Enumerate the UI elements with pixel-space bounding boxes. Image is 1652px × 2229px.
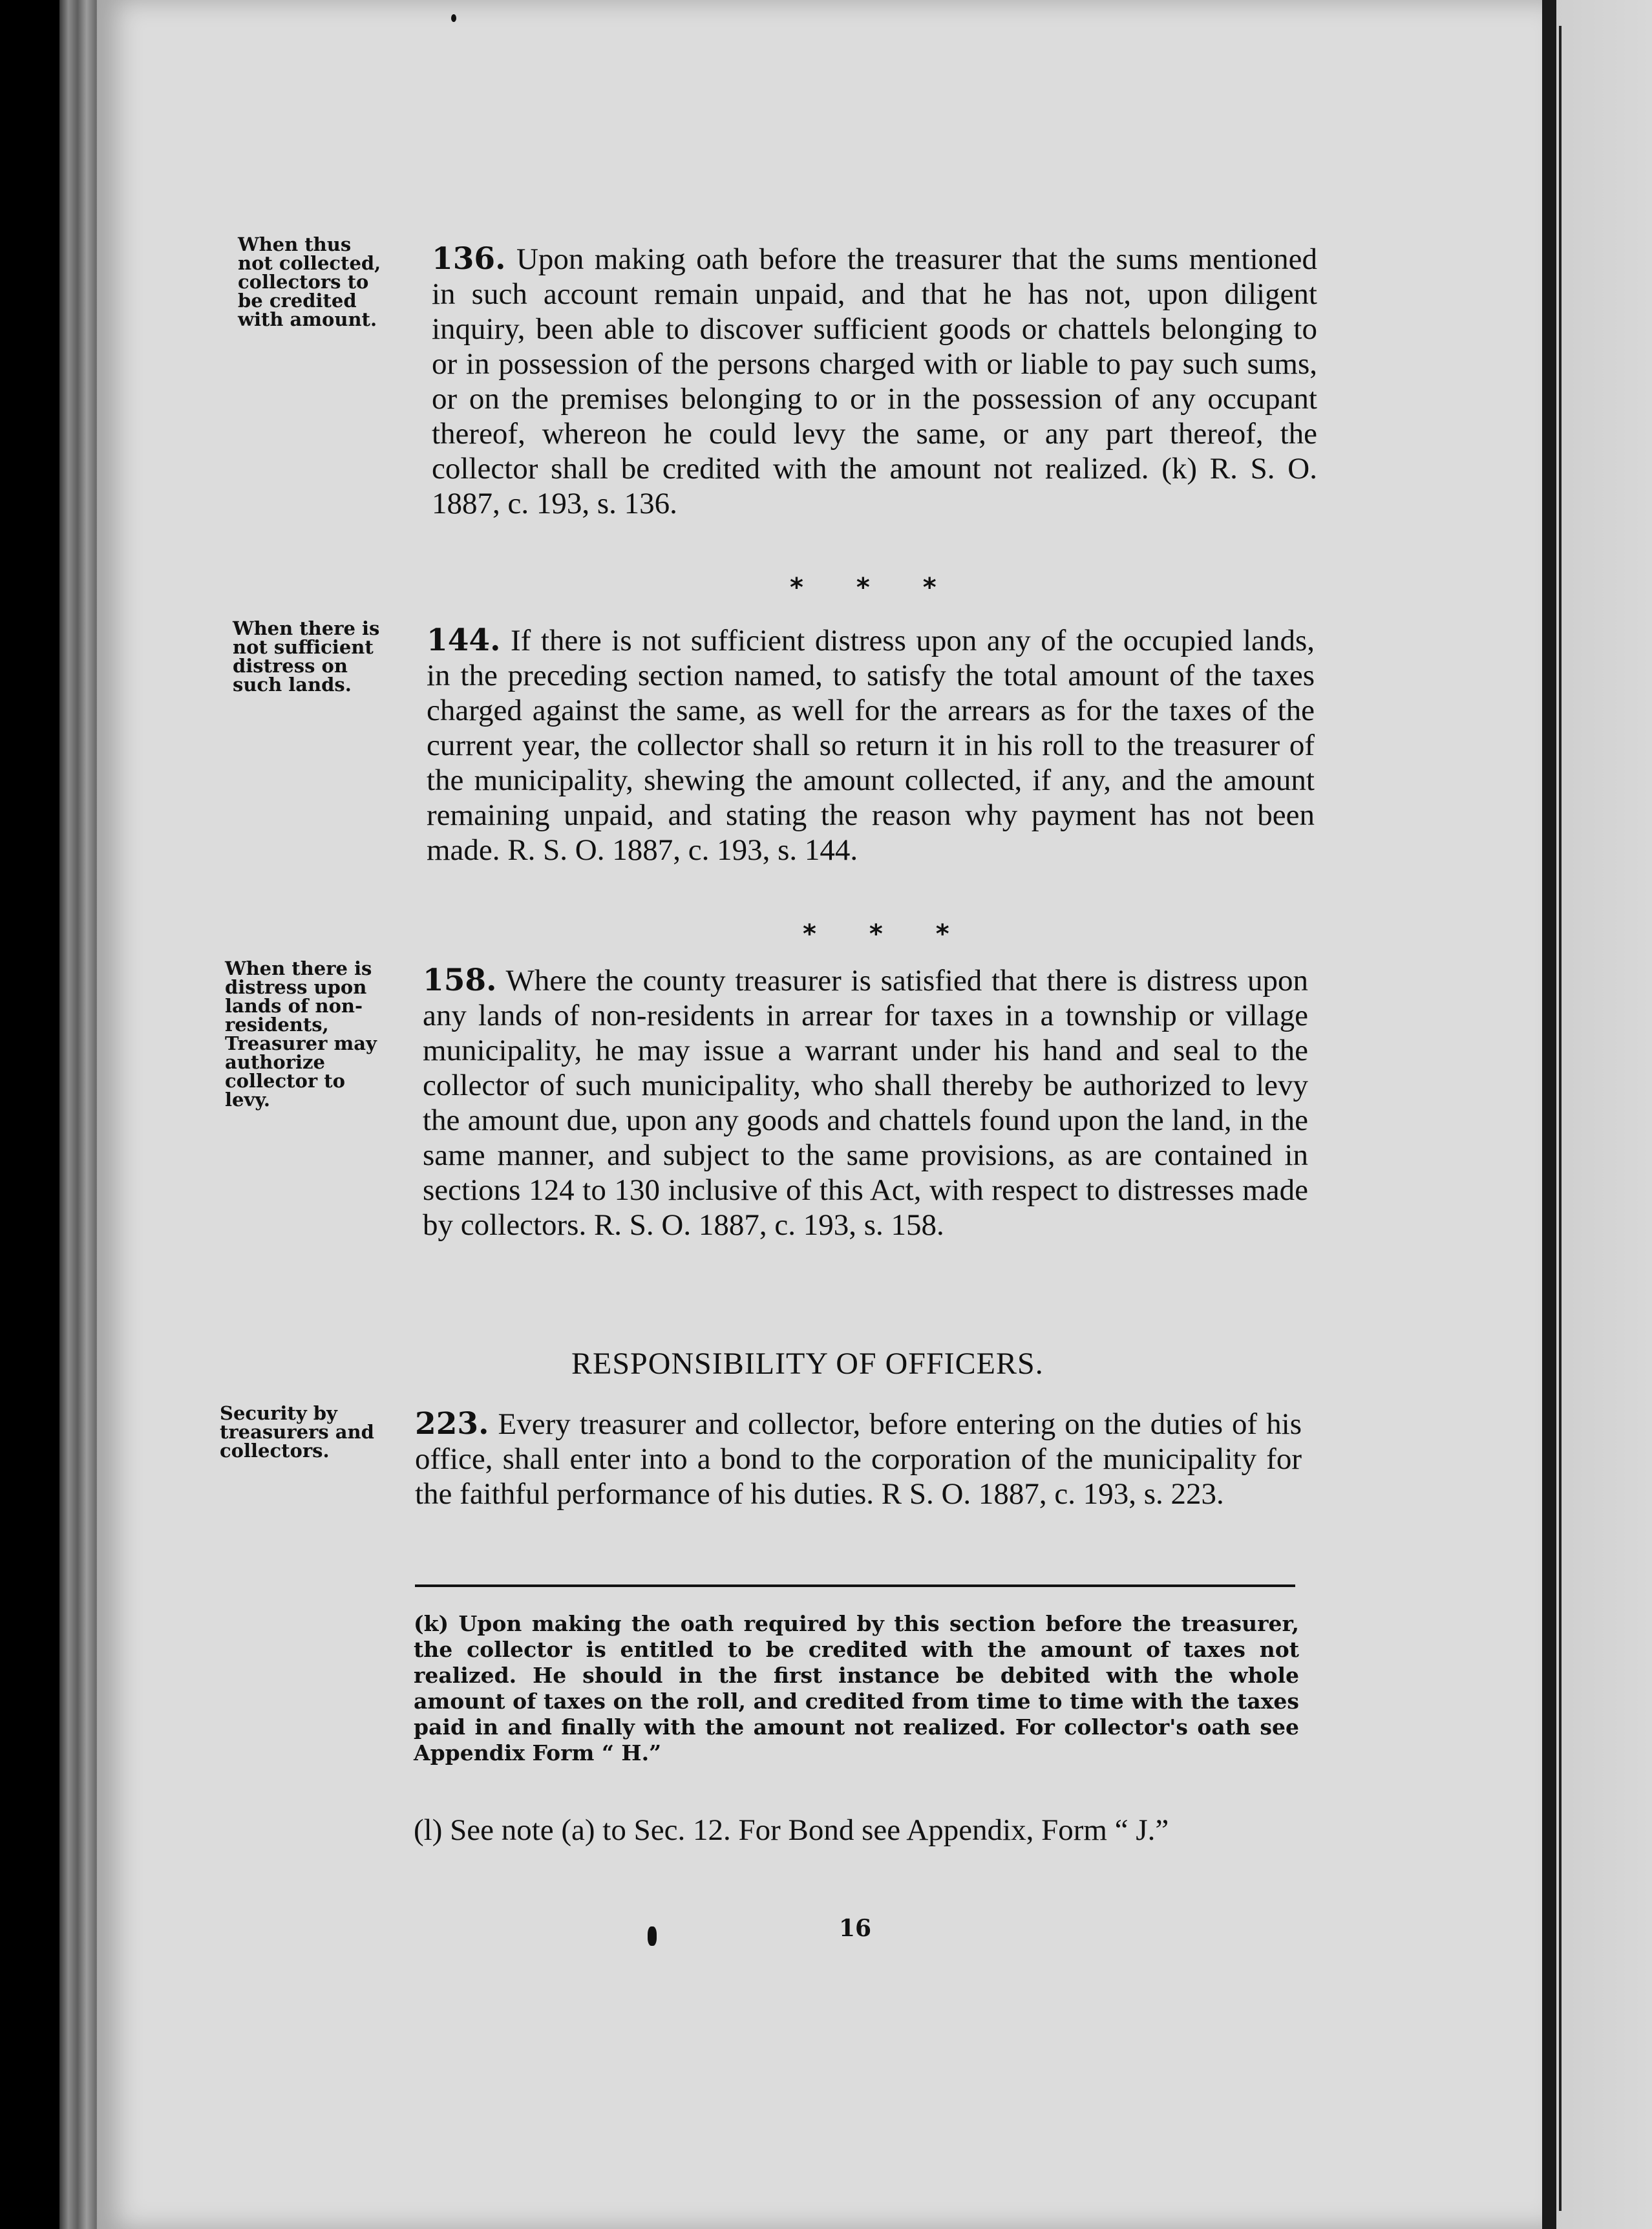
section-number: 136.	[432, 241, 506, 277]
ink-speck	[648, 1926, 657, 1946]
ink-speck	[451, 14, 456, 22]
margin-note-223: Security by treasurers and collectors.	[220, 1402, 374, 1462]
margin-note-158: When there is distress upon lands of non-residents, Treasurer may authorize collector to levy.	[225, 957, 377, 1111]
section-number: 223.	[415, 1406, 489, 1442]
section-number: 144.	[427, 623, 501, 658]
section-136	[432, 242, 1317, 521]
section-text: Every treasurer and collector, before entering on the duties of his office, shall enter into a bond to the corporation of the municipality for the faithful performance of his duties. R S. O. 1887, c. 193, s. 223.	[415, 1407, 1302, 1511]
section-text: If there is not sufficient distress upon any of the occupied lands, in the preceding section named, to satisfy the total amount of the taxes charged against the same, as well for the arrears as for the taxes of the current year, the collector shall so return it in his roll to the treasurer of the municipality, shewing the amount collected, if any, and the amount remaining unpaid, and stating the reason why payment has not been made. R. S. O. 1887, c. 193, s. 144.	[427, 624, 1315, 867]
margin-note-136: When thus not collected, collectors to be credited with amount.	[238, 233, 381, 330]
section-heading: RESPONSIBILITY OF OFFICERS.	[571, 1347, 1044, 1381]
right-leaf	[1556, 0, 1652, 2229]
section-text: Where the county treasurer is satisfied that there is distress upon any lands of non-residents in arrear for taxes in a township or village municipality, he may issue a warrant under his hand and seal to the collector of such municipality, who shall thereby be authorized to levy the amount due, upon any goods and chattels found upon the land, in the same manner, and subject to the same provisions, as are contained in sections 124 to 130 inclusive of this Act, with respect to distresses made by collectors. R. S. O. 1887, c. 193, s. 158.	[423, 964, 1308, 1242]
page-edge	[1542, 0, 1556, 2229]
footnote-rule	[415, 1584, 1295, 1587]
separator-stars: * * *	[803, 919, 971, 949]
section-number: 158.	[423, 963, 497, 998]
right-leaf-rule	[1559, 26, 1562, 2211]
section-223	[415, 1407, 1302, 1511]
footnote-l: (l) See note (a) to Sec. 12. For Bond see Appendix, Form “ J.”	[414, 1813, 1169, 1847]
section-158	[423, 963, 1308, 1242]
separator-stars: * * *	[790, 573, 958, 603]
footnote-k: (k) Upon making the oath required by this section before the treasurer, the collector is entitled to be credited with the amount of taxes not realized. He should in the first instance be debited with the whole amount of taxes on the roll, and credited from time to time with the taxes paid in and finally with the amount not realized. For collector's oath see Appendix Form “ H.”	[414, 1611, 1299, 1765]
section-text: Upon making oath before the treasurer that the sums mentioned in such account remain unpaid, and that he has not, upon diligent inquiry, been able to discover sufficient goods or chattels belonging to or in possession of the persons charged with or liable to pay such sums, or on the premises belonging to or in the possession of any occupant thereof, whereon he could levy the same, or any part thereof, the collector shall be credited with the amount not realized. (k) R. S. O. 1887, c. 193, s. 136.	[432, 242, 1318, 520]
margin-note-144: When there is not sufficient distress on such lands.	[233, 617, 380, 696]
section-144	[427, 623, 1315, 868]
page-number: 16	[839, 1915, 872, 1942]
